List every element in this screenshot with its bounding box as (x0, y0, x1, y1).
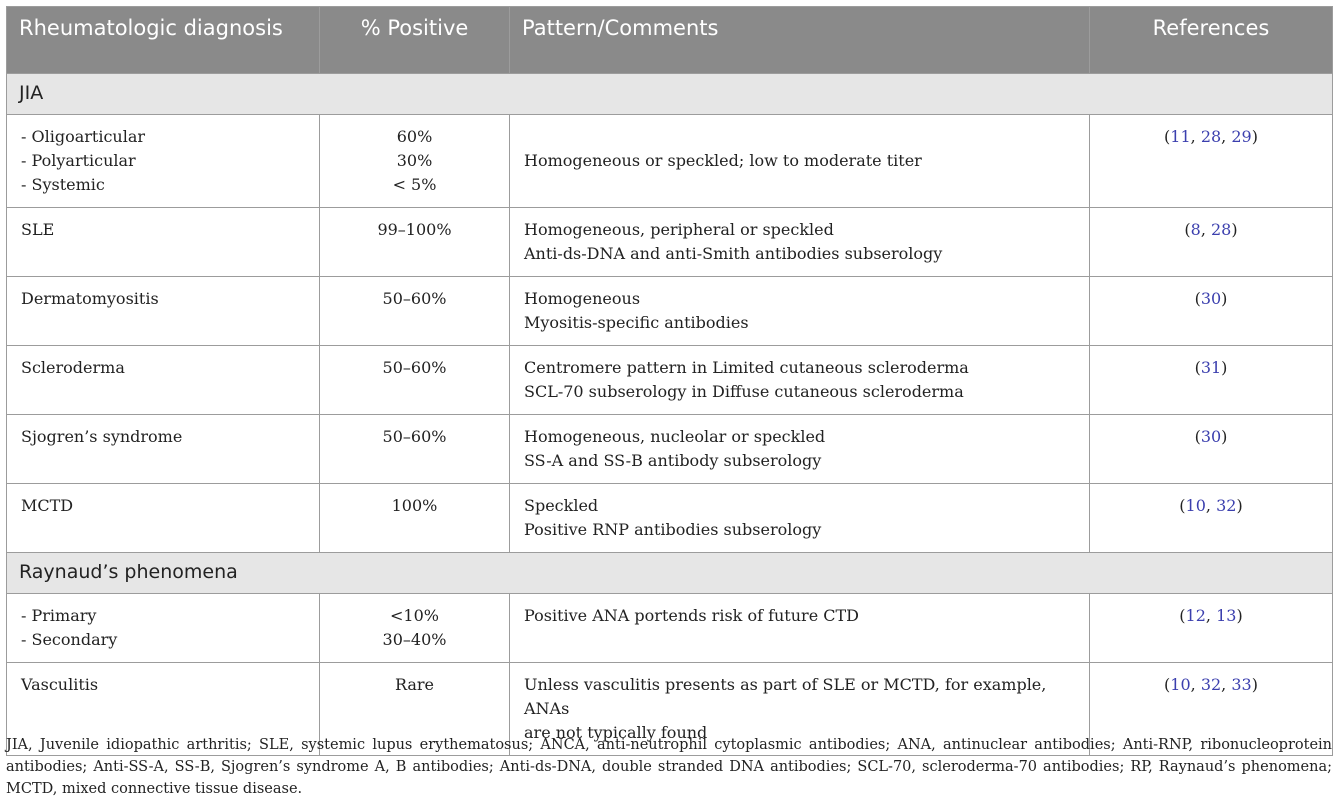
diagnosis-text: Vasculitis (21, 675, 99, 694)
percent-positive-text: 99–100% (377, 220, 452, 239)
pattern-comments-cell (510, 594, 1090, 663)
references-cell: (31) (1090, 346, 1333, 415)
table-row (7, 594, 1333, 663)
reference-link[interactable]: 30 (1200, 427, 1222, 446)
pattern-comments-text: Positive ANA portends risk of future CTD (524, 606, 859, 625)
diagnosis-text: MCTD (21, 496, 74, 515)
diagnosis-text: - Primary (21, 606, 97, 625)
header-row (7, 7, 1333, 74)
percent-positive-cell (320, 115, 510, 208)
diagnosis-text: Dermatomyositis (21, 289, 159, 308)
table-body (7, 74, 1333, 756)
diagnosis-text: Scleroderma (21, 358, 125, 377)
reference-link[interactable]: 12 (1185, 606, 1206, 625)
references-cell: (12, 13) (1090, 594, 1333, 663)
header-percent-positive: % Positive (320, 7, 510, 74)
group-header-row (7, 553, 1333, 594)
references-cell: (11, 28, 29) (1090, 115, 1333, 208)
reference-link[interactable]: 28 (1200, 127, 1222, 146)
percent-positive-text: 50–60% (382, 289, 447, 308)
reference-link[interactable]: 29 (1231, 127, 1252, 146)
references-cell: (10, 32, 33) (1090, 663, 1333, 756)
percent-positive-text: 100% (391, 496, 438, 515)
reference-link[interactable]: 31 (1200, 358, 1222, 377)
reference-link[interactable]: 33 (1231, 675, 1252, 694)
references-cell: (8, 28) (1090, 208, 1333, 277)
header-references: References (1090, 7, 1333, 74)
references-cell: (30) (1090, 277, 1333, 346)
percent-positive-cell (320, 594, 510, 663)
reference-link[interactable]: 30 (1200, 289, 1222, 308)
diagnosis-cell (7, 415, 320, 484)
header-pattern-comments: Pattern/Comments (510, 7, 1090, 74)
percent-positive-text: < 5% (392, 175, 437, 194)
pattern-comments-text: SS-A and SS-B antibody subserology (524, 451, 822, 470)
pattern-comments-text: Centromere pattern in Limited cutaneous scleroderma (524, 358, 969, 377)
table-row (7, 415, 1333, 484)
diagnosis-cell (7, 594, 320, 663)
table-row (7, 115, 1333, 208)
table-row (7, 277, 1333, 346)
diagnosis-text: - Oligoarticular (21, 127, 146, 146)
pattern-comments-cell (510, 346, 1090, 415)
diagnosis-text: Sjogren’s syndrome (21, 427, 183, 446)
percent-positive-text: 50–60% (382, 427, 447, 446)
percent-positive-text: <10% (390, 606, 439, 625)
diagnosis-text: - Systemic (21, 175, 105, 194)
table-row (7, 346, 1333, 415)
table-row (7, 484, 1333, 553)
pattern-comments-text: Homogeneous (524, 289, 641, 308)
percent-positive-cell (320, 484, 510, 553)
pattern-comments-cell (510, 277, 1090, 346)
pattern-comments-text: Unless vasculitis presents as part of SLE or MCTD, for example, ANAs (524, 675, 1047, 718)
references-cell: (10, 32) (1090, 484, 1333, 553)
percent-positive-text: 60% (396, 127, 433, 146)
percent-positive-text: 50–60% (382, 358, 447, 377)
percent-positive-cell (320, 208, 510, 277)
pattern-comments-text: Anti-ds-DNA and anti-Smith antibodies subserology (524, 244, 943, 263)
group-title: Raynaud’s phenomena (7, 553, 1333, 594)
pattern-comments-text: Homogeneous, peripheral or speckled (524, 220, 834, 239)
pattern-comments-cell (510, 208, 1090, 277)
pattern-comments-cell (510, 115, 1090, 208)
reference-link[interactable]: 32 (1200, 675, 1222, 694)
percent-positive-cell (320, 415, 510, 484)
reference-link[interactable]: 8 (1190, 220, 1201, 239)
diagnosis-cell (7, 346, 320, 415)
diagnosis-cell (7, 208, 320, 277)
header-diagnosis: Rheumatologic diagnosis (7, 7, 320, 74)
reference-link[interactable]: 11 (1170, 127, 1191, 146)
ana-table (6, 6, 1333, 756)
pattern-comments-cell (510, 484, 1090, 553)
percent-positive-text: 30% (396, 151, 433, 170)
reference-link[interactable]: 28 (1211, 220, 1232, 239)
diagnosis-cell (7, 277, 320, 346)
diagnosis-cell (7, 484, 320, 553)
pattern-comments-text: SCL-70 subserology in Diffuse cutaneous scleroderma (524, 382, 964, 401)
percent-positive-cell (320, 277, 510, 346)
reference-link[interactable]: 10 (1170, 675, 1191, 694)
pattern-comments-text: Positive RNP antibodies subserology (524, 520, 822, 539)
pattern-comments-cell (510, 415, 1090, 484)
pattern-comments-text: Homogeneous, nucleolar or speckled (524, 427, 826, 446)
percent-positive-text: Rare (394, 675, 435, 694)
diagnosis-text: SLE (21, 220, 55, 239)
percent-positive-cell (320, 346, 510, 415)
diagnosis-text: - Secondary (21, 630, 118, 649)
pattern-comments-text: Homogeneous or speckled; low to moderate titer (524, 151, 922, 170)
reference-link[interactable]: 13 (1216, 606, 1237, 625)
table-footnote: JIA, Juvenile idiopathic arthritis; SLE, systemic lupus erythematosus; ANCA, anti-neutrophil cytoplasmic antibodies; ANA, antinuclear antibodies; Anti-RNP, ribonucleoprotein antibodies; Anti-SS-A, SS-B, Sjogren’s syndrome A, B antibodies; Anti-ds-DNA, double stranded DNA antibodies; SCL-70, scleroderma-70 antibodies; RP, Raynaud’s phenomena; MCTD, mixed connective tissue disease. (6, 737, 1332, 797)
references-cell: (30) (1090, 415, 1333, 484)
diagnosis-cell (7, 115, 320, 208)
percent-positive-text: 30–40% (382, 630, 447, 649)
pattern-comments-text: are not typically found (524, 723, 708, 742)
pattern-comments-text: Myositis-specific antibodies (524, 313, 749, 332)
reference-link[interactable]: 32 (1216, 496, 1237, 515)
table-row (7, 208, 1333, 277)
group-title: JIA (7, 74, 1333, 115)
group-header-row (7, 74, 1333, 115)
pattern-comments-text: Speckled (524, 496, 599, 515)
diagnosis-text: - Polyarticular (21, 151, 136, 170)
reference-link[interactable]: 10 (1185, 496, 1206, 515)
